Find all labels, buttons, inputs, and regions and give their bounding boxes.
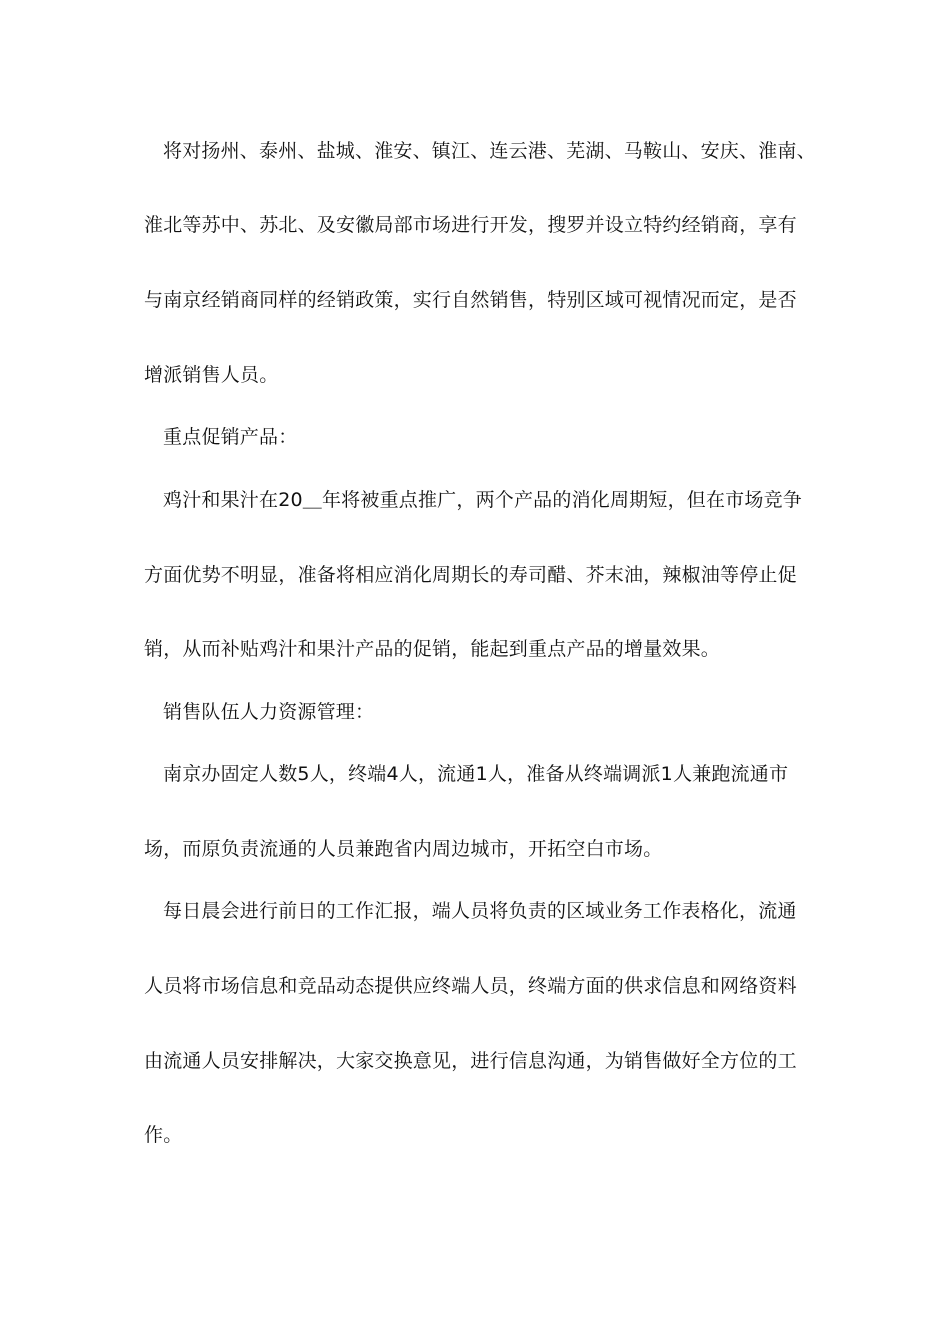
text-line: 场，而原负责流通的人员兼跑省内周边城市，开拓空白市场。 xyxy=(144,838,663,860)
text-line: 增派销售人员。 xyxy=(144,364,279,386)
text-line: 鸡汁和果汁在20＿年将被重点推广，两个产品的消化周期短，但在市场竞争 xyxy=(163,489,802,511)
text-line: 作。 xyxy=(144,1124,183,1146)
section-heading: 销售队伍人力资源管理： xyxy=(163,701,375,723)
text-line: 销，从而补贴鸡汁和果汁产品的促销，能起到重点产品的增量效果。 xyxy=(144,638,721,660)
text-line: 每日晨会进行前日的工作汇报，端人员将负责的区域业务工作表格化，流通 xyxy=(163,900,797,922)
text-line: 淮北等苏中、苏北、及安徽局部市场进行开发，搜罗并设立特约经销商，享有 xyxy=(144,214,797,236)
text-line: 将对扬州、泰州、盐城、淮安、镇江、连云港、芜湖、马鞍山、安庆、淮南、 xyxy=(163,140,816,162)
text-line: 方面优势不明显，准备将相应消化周期长的寿司醋、芥末油，辣椒油等停止促 xyxy=(144,564,797,586)
text-line: 由流通人员安排解决，大家交换意见，进行信息沟通，为销售做好全方位的工 xyxy=(144,1050,797,1072)
text-line: 南京办固定人数5人，终端4人，流通1人，准备从终端调派1人兼跑流通市 xyxy=(163,763,789,785)
text-line: 人员将市场信息和竞品动态提供应终端人员，终端方面的供求信息和网络资料 xyxy=(144,975,797,997)
text-line: 与南京经销商同样的经销政策，实行自然销售，特别区域可视情况而定，是否 xyxy=(144,289,797,311)
section-heading: 重点促销产品： xyxy=(163,426,298,448)
